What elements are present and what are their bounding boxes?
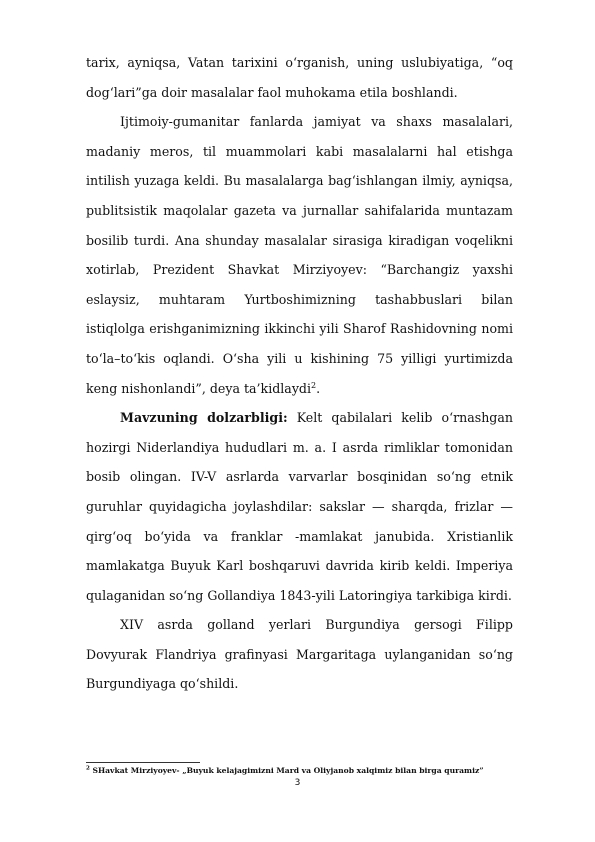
paragraph-3-text: Kelt qabilalari kelib o‘rnashgan hozirgi Niderlandiya hududlari m. a. I asrda rimliklar tomonidan bosib olingan. IV-V asrlarda varvarlar bosqinidan so‘ng etnik guruhlar quyidagicha joylashdilar: sakslar — sharqda, frizlar — qirg‘oq bo‘yida va franklar -mamlakat janubida. Xristianlik mamlakatga Buyuk Karl boshqaruvi davrida kirib keldi. Imperiya qulaganidan so‘ng Gollandiya 1843-yili Latoringiya tarkibiga kirdi.: [86, 410, 513, 603]
section-heading: Mavzuning dolzarbligi:: [120, 410, 288, 426]
footnote-marker: 2: [86, 765, 90, 772]
paragraph-3: [86, 403, 513, 610]
footnote-divider: [86, 762, 200, 763]
page-number: 3: [294, 778, 301, 788]
paragraph-4: XIV asrda golland yerlari Burgundiya gersogi Filipp Dovyurak Flandriya grafinyasi Margaritaga uylanganidan so‘ng Burgundiyaga qo‘shildi.: [86, 617, 513, 692]
footnote-text: SHavkat Mirziyoyev- „Buyuk kelajagimizni Mard va Oliyjanob xalqimiz bilan birga quramiz”: [89, 766, 484, 775]
paragraph-1: tarix, ayniqsa, Vatan tarixini o‘rganish, uning uslubiyatiga, “oq dog‘lari”ga doir masalalar faol muhokama etila boshlandi.: [86, 55, 513, 100]
body-text: [86, 48, 513, 699]
paragraph-2-text: Ijtimoiy-gumanitar fanlarda jamiyat va shaxs masalalari, madaniy meros, til muammolari kabi masalalarni hal etishga intilish yuzaga keldi. Bu masalalarga bag‘ishlangan ilmiy, ayniqsa, publitsistik maqolalar gazeta va jurnallar sahifalarida muntazam bosilib turdi. Ana shunday masalalar sirasiga kiradigan voqelikni xotirlab, Prezident Shavkat Mirziyoyev: “Barchangiz yaxshi eslaysiz, muhtaram Yurtboshimizning tashabbuslari bilan istiqlolga erishganimizning ikkinchi yili Sharof Rashidovning nomi to‘la–to‘kis oqlandi. O‘sha yili u kishining 75 yilligi yurtimizda keng nishonlandi”, deya ta’kidlaydi: [86, 114, 513, 396]
paragraph-2-end: .: [316, 380, 321, 396]
paragraph-2: [86, 107, 513, 403]
footnote: [86, 766, 513, 776]
footnote-reference[interactable]: 2: [311, 380, 317, 390]
